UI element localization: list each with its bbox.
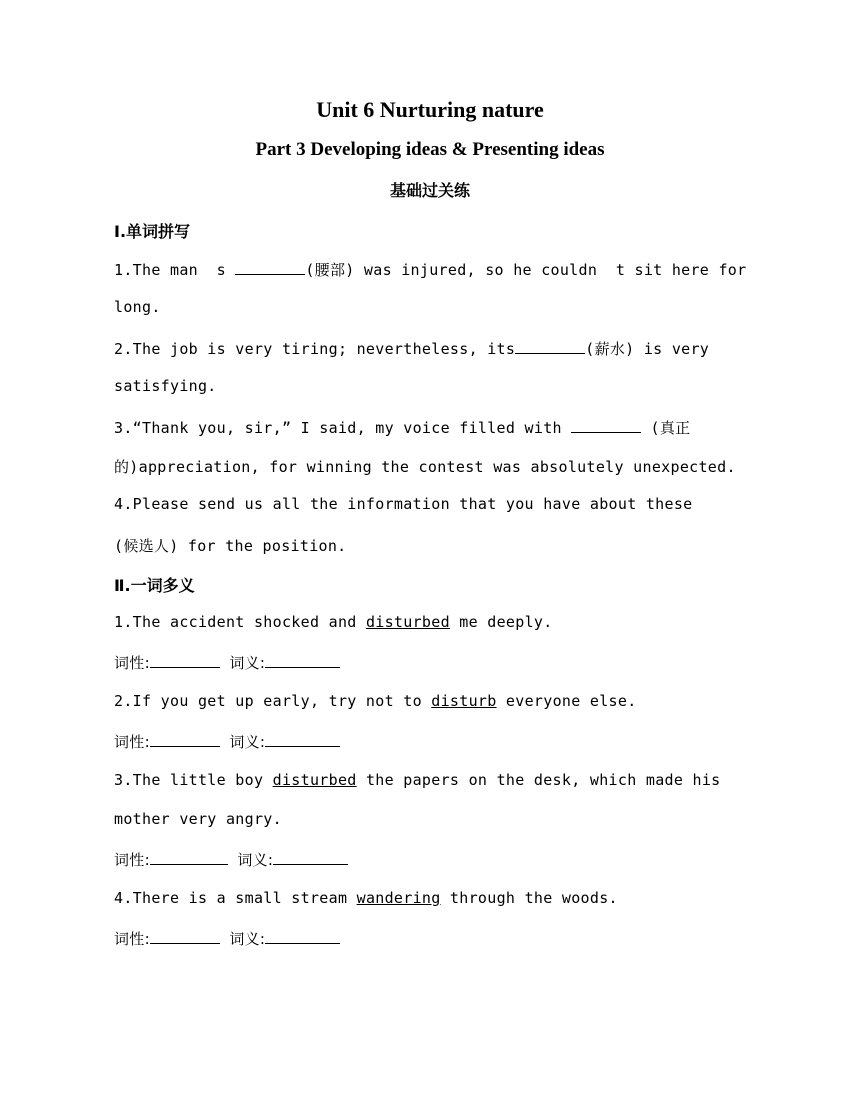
s1-q1-line1 (114, 259, 746, 280)
part-title: Part 3 Developing ideas & Presenting ideas (255, 139, 605, 160)
s2-q2-pre: 2.If you get up early, try not to (114, 692, 432, 710)
s1-q2-text-a: 2.The job is very tiring; nevertheless, its (114, 340, 516, 358)
unit-title: Unit 6 Nurturing nature (316, 97, 544, 122)
section2-heading: Ⅱ.一词多义 (114, 576, 195, 595)
s2-q3-post: the papers on the desk, which made his (356, 771, 721, 789)
meaning-label: 词义: (229, 733, 266, 751)
s1-q4-line1: 4.Please send us all the information that you have about these (114, 495, 693, 513)
s2-q1-post: me deeply. (449, 613, 553, 631)
exercise-subtitle: 基础过关练 (389, 181, 470, 200)
s2-q1-target-word: disturbed (365, 613, 450, 631)
s1-q3-line1 (114, 417, 690, 438)
s2-q4-answer-row (114, 928, 340, 949)
s1-q3-line2: 的)appreciation, for winning the contest was absolutely unexpected. (114, 458, 736, 476)
s1-q1-text-a: 1.The man s (114, 261, 236, 279)
meaning-label: 词义: (237, 851, 274, 869)
s2-q1-sentence (114, 613, 553, 631)
s2-q2-answer-row (114, 731, 340, 752)
s2-q1-answer-row (114, 652, 340, 673)
s1-q1-text-b: (腰部) was injured, so he couldn t sit here for (305, 261, 747, 279)
s2-q3-pos-blank[interactable] (150, 850, 228, 865)
s1-q3-blank[interactable] (571, 418, 641, 433)
s1-q3-text-b: (真正 (641, 419, 691, 437)
s1-q1-line2: long. (114, 298, 161, 316)
pos-label: 词性: (114, 930, 150, 948)
s1-q3-text-a: 3.“Thank you, sir,” I said, my voice filled with (114, 419, 572, 437)
s2-q2-pos-blank[interactable] (150, 732, 220, 747)
section1-heading: Ⅰ.单词拼写 (114, 222, 191, 241)
s2-q4-target-word: wandering (356, 889, 441, 907)
meaning-label: 词义: (229, 654, 266, 672)
s1-q1-blank[interactable] (235, 260, 305, 275)
s1-q4-line2: (候选人) for the position. (114, 537, 347, 555)
meaning-label: 词义: (229, 930, 266, 948)
s2-q4-sentence (114, 889, 618, 907)
s1-q2-line2: satisfying. (114, 377, 217, 395)
s2-q3-sentence (114, 771, 721, 789)
s1-q2-text-b: (薪水) is very (585, 340, 710, 358)
s2-q3-sentence-cont: mother very angry. (114, 810, 282, 828)
pos-label: 词性: (114, 851, 150, 869)
s2-q4-post: through the woods. (440, 889, 618, 907)
s2-q1-pre: 1.The accident shocked and (114, 613, 366, 631)
s2-q3-target-word: disturbed (272, 771, 357, 789)
pos-label: 词性: (114, 654, 150, 672)
s1-q2-line1 (114, 338, 709, 359)
s2-q2-post: everyone else. (496, 692, 637, 710)
s2-q3-answer-row (114, 849, 348, 870)
s1-q2-blank[interactable] (515, 339, 585, 354)
s2-q4-pre: 4.There is a small stream (114, 889, 357, 907)
s2-q2-meaning-blank[interactable] (265, 732, 340, 747)
s2-q1-pos-blank[interactable] (150, 653, 220, 668)
s2-q2-target-word: disturb (431, 692, 497, 710)
pos-label: 词性: (114, 733, 150, 751)
s2-q3-pre: 3.The little boy (114, 771, 273, 789)
s2-q1-meaning-blank[interactable] (265, 653, 340, 668)
s2-q4-meaning-blank[interactable] (265, 929, 340, 944)
s2-q2-sentence (114, 692, 637, 710)
s2-q3-meaning-blank[interactable] (273, 850, 348, 865)
s2-q4-pos-blank[interactable] (150, 929, 220, 944)
